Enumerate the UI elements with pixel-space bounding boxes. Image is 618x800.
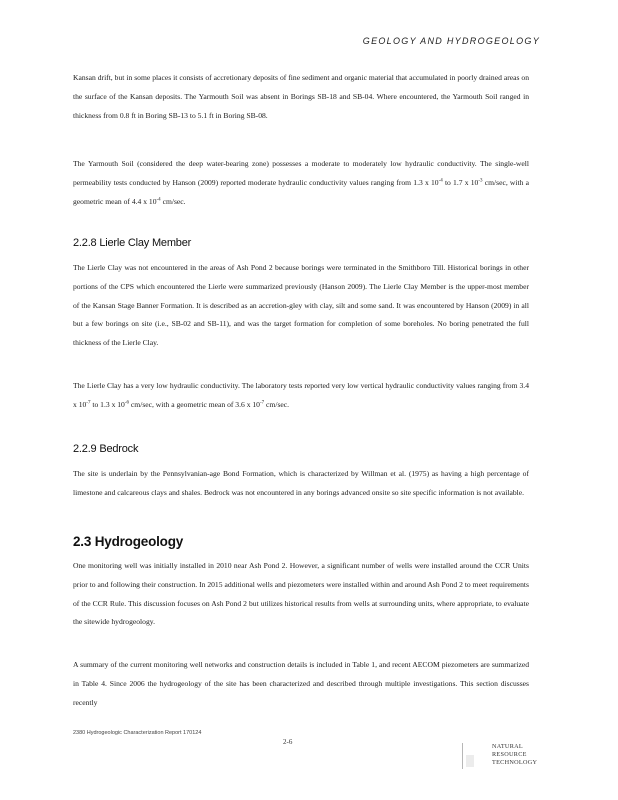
footer-doc-reference: 2380 Hydrogeologic Characterization Report 170124 [73,730,202,736]
paragraph-bedrock: The site is underlain by the Pennsylvanian-age Bond Formation, which is characterized by Willman et al. (1975) as having a high percentage of limestone and calcareous clays and shales. Bedrock was not encountered in any borings advanced onsite so site specific information is not available. [73,469,529,497]
superscript: -6 [124,400,130,406]
section-heading-lierle: 2.2.8 Lierle Clay Member [73,237,192,249]
text-span: to 1.3 x 10 [90,399,125,409]
paragraph-lierle-conductivity [73,377,529,415]
superscript: -4 [156,197,161,203]
paragraph-yarmouth-conductivity [73,155,529,211]
text-span: cm/sec, with a geometric mean of 3.6 x 10 [129,399,260,409]
logo-line: RESOURCE [492,751,527,758]
superscript: -7 [259,400,265,406]
logo-text [492,743,537,767]
section-heading-hydrogeology: 2.3 Hydrogeology [73,534,184,549]
company-logo [462,743,542,775]
text-span: cm/sec, with a geometric mean of 4.4 x 10 [73,177,529,206]
text-span: cm/sec. [264,399,290,409]
page-header-title: GEOLOGY AND HYDROGEOLOGY [362,36,540,46]
section-heading-bedrock: 2.2.9 Bedrock [73,443,139,455]
logo-mark-icon [462,743,477,769]
superscript: -7 [86,400,91,406]
logo-line: TECHNOLOGY [492,759,538,766]
footer-page-number: 2-6 [283,738,293,746]
text-span: to 1.7 x 10 [442,177,479,187]
paragraph-summary: A summary of the current monitoring well networks and construction details is included in Table 1, and recent AECOM piezometers are summarized in Table 4. Since 2006 the hydrogeology of the site has been characterized and described through multiple investigations. This section discusses recently [73,660,529,707]
paragraph-lierle-clay: The Lierle Clay was not encountered in the areas of Ash Pond 2 because borings were terminated in the Smithboro Till. Historical borings in other portions of the CPS which encountered the Lierle were summarized previously (Hanson 2009). The Lierle Clay Member is the upper-most member of the Kansan Stage Banner Formation. It is described as an accretion-gley with clay, silt and some sand. It was encountered by Hanson (2009) in all but a few borings on site (i.e., SB-02 and SB-11), and was the target formation for completion of some boreholes. No boring penetrated the full thickness of the Lierle Clay. [73,263,529,348]
superscript: -3 [478,178,483,184]
logo-line: NATURAL [492,743,523,750]
paragraph-kansan-drift: Kansan drift, but in some places it consists of accretionary deposits of fine sediment and organic material that accumulated in poorly drained areas on the surface of the Kansan deposits. The Yarmouth Soil was absent in Borings SB-18 and SB-04. Where encountered, the Yarmouth Soil ranged in thickness from 0.8 ft in Boring SB-13 to 5.1 ft in Boring SB-08. [73,73,529,120]
text-span: The Yarmouth Soil (considered the deep water-bearing zone) possesses a moderate to moderately low hydraulic conductivity. The single-well permeability tests conducted by Hanson (2009) reported moderate hydraulic conductivity values ranging from 1.3 x 10 [73,159,529,187]
text-span: The Lierle Clay has a very low hydraulic conductivity. The laboratory tests reported very low vertical hydraulic conductivity values ranging from 3.4 x 10 [73,381,529,409]
text-span: cm/sec. [160,196,186,206]
paragraph-monitoring-wells: One monitoring well was initially installed in 2010 near Ash Pond 2. However, a significant number of wells were installed around the CCR Units prior to and following their construction. In 2015 additional wells and piezometers were installed within and around Ash Pond 2 to meet requirements of the CCR Rule. This discussion focuses on Ash Pond 2 but utilizes historical results from wells at surrounding units, where appropriate, to evaluate the sitewide hydrogeology. [73,561,529,627]
superscript: -4 [438,178,443,184]
